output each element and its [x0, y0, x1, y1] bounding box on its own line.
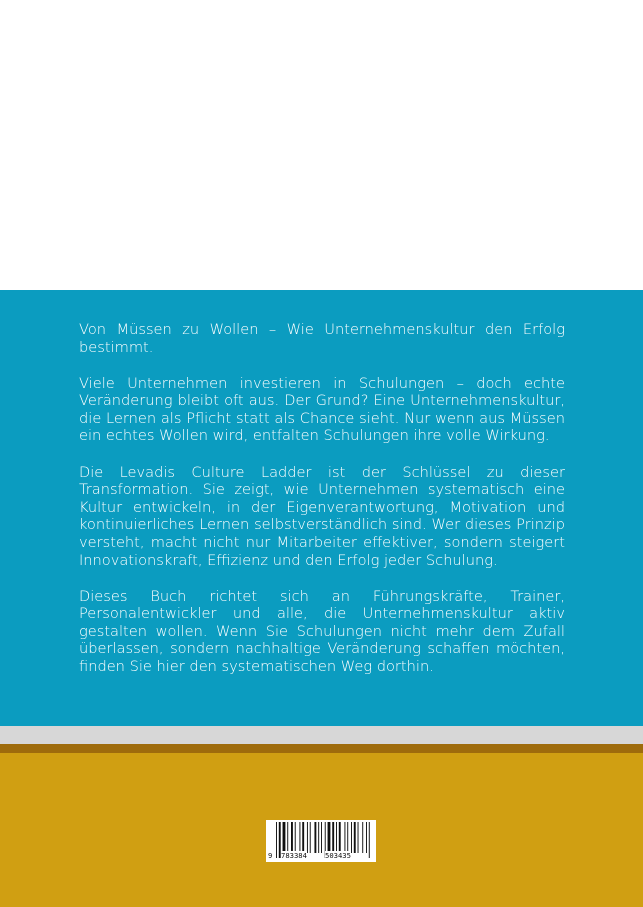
barcode-bar	[318, 822, 319, 853]
barcode-right-group: 503435	[325, 851, 351, 860]
barcode-bar	[328, 822, 331, 853]
barcode-bar	[314, 822, 316, 853]
blurb-paragraph-3: Dieses Buch richtet sich an Führungskräfte, Trainer, Personalentwickler und alle, die Unternehmenskultur aktiv gestalten wollen. Wenn Sie Schulungen nicht mehr dem Zufall überlassen, sondern nachhaltige Veränderung schaffen möchten, finden Sie hier den systematischen Weg dorthin.	[79, 587, 565, 675]
barcode-bar	[310, 822, 311, 853]
blurb-headline: Von Müssen zu Wollen – Wie Unternehmenskultur den Erfolg bestimmt.	[79, 321, 565, 356]
barcode-left-group: 783384	[281, 851, 307, 860]
blurb-paragraph-2: Die Levadis Culture Ladder ist der Schlüssel zu dieser Transformation. Sie zeigt, wie Unternehmen systematisch eine Kultur entwickeln, in der Eigenverantwortung, Motivation und kontinuierliches Lernen selbstverständlich sind. Wer dieses Prinzip versteht, macht nicht nur Mitarbeiter effektiver, sondern steigert Innovationskraft, Effizienz und den Erfolg jeder Schulung.	[79, 463, 565, 569]
blurb-paragraph-1: Viele Unternehmen investieren in Schulungen – doch echte Veränderung bleibt oft aus. Der Grund? Eine Unternehmenskultur, die Lernen als Pflicht statt als Chance sieht. Nur wenn aus Müssen ein echtes Wollen wird, entfalten Schulungen ihre volle Wirkung.	[79, 374, 565, 445]
barcode-bar	[336, 822, 337, 853]
barcode-first-digit: 9	[268, 851, 273, 860]
barcode-bar	[295, 822, 296, 853]
barcode-bar	[283, 822, 286, 853]
barcode-bar	[354, 822, 356, 853]
barcode-bar	[344, 822, 345, 853]
barcode-bar	[347, 822, 348, 853]
barcode-digits	[266, 851, 376, 861]
barcode-bar	[339, 822, 341, 853]
barcode-bar	[299, 822, 300, 853]
grey-stripe	[0, 726, 643, 744]
back-cover-text-panel	[0, 290, 643, 726]
blurb-text	[79, 321, 565, 694]
brown-stripe	[0, 744, 643, 753]
barcode-bar	[302, 822, 304, 853]
barcode-bar	[362, 822, 363, 853]
barcode-bar	[321, 822, 322, 853]
barcode-bar	[287, 822, 288, 853]
cover-blank-area	[0, 0, 643, 290]
barcode-bar	[307, 822, 308, 853]
barcode-bar	[358, 822, 359, 853]
barcode-bar	[291, 822, 293, 853]
barcode-bar	[366, 822, 367, 853]
barcode-bar	[351, 822, 352, 853]
barcode-bar	[332, 822, 334, 853]
isbn-barcode	[266, 820, 376, 862]
